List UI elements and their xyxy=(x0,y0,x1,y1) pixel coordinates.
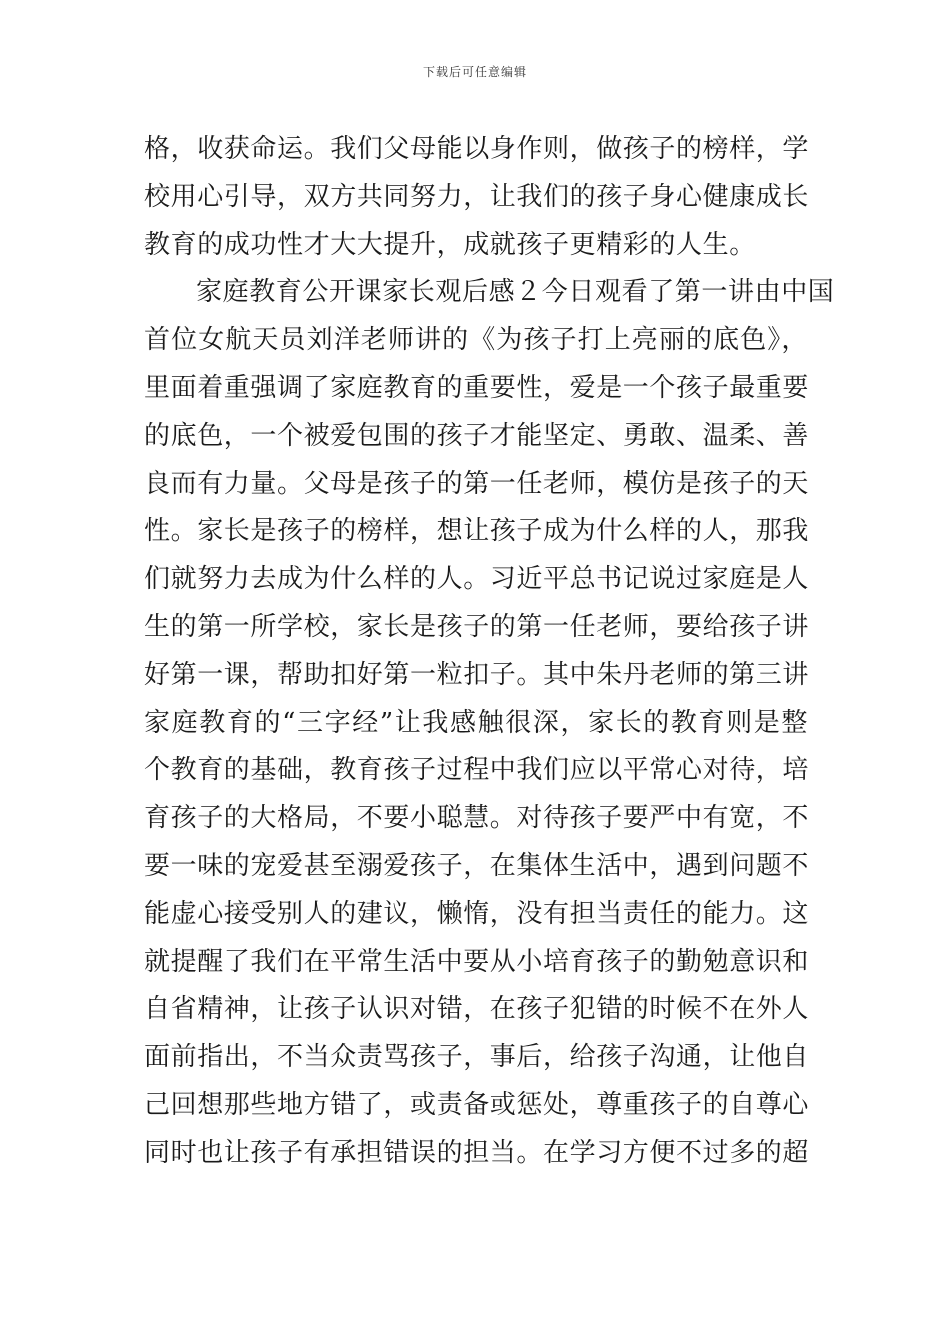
text-line: 们就努力去成为什么样的人。习近平总书记说过家庭是人 xyxy=(144,564,810,595)
text-line: 个教育的基础，教育孩子过程中我们应以平常心对待，培 xyxy=(144,755,810,786)
text-line: 良而有力量。父母是孩子的第一任老师，模仿是孩子的天 xyxy=(144,468,810,499)
text-line: 好第一课，帮助扣好第一粒扣子。其中朱丹老师的第三讲 xyxy=(144,659,810,690)
text-line: 同时也让孩子有承担错误的担当。在学习方便不过多的超 xyxy=(144,1137,810,1168)
text-line: 己回想那些地方错了，或责备或惩处，尊重孩子的自尊心 xyxy=(144,1089,810,1120)
text-line: 里面着重强调了家庭教育的重要性，爱是一个孩子最重要 xyxy=(144,372,810,403)
text-line: 面前指出，不当众责骂孩子，事后，给孩子沟通，让他自 xyxy=(144,1042,810,1073)
paragraph-start-line: 家庭教育公开课家长观后感２今日观看了第一讲由中国 xyxy=(196,277,835,308)
text-line: 校用心引导，双方共同努力，让我们的孩子身心健康成长 xyxy=(144,181,810,212)
text-line: 的底色，一个被爱包围的孩子才能坚定、勇敢、温柔、善 xyxy=(144,420,810,451)
text-line: 要一味的宠爱甚至溺爱孩子，在集体生活中，遇到问题不 xyxy=(144,850,810,881)
text-line: 格，收获命运。我们父母能以身作则，做孩子的榜样，学 xyxy=(144,134,810,164)
text-line: 能虚心接受别人的建议，懒惰，没有担当责任的能力。这 xyxy=(144,898,810,929)
document-body xyxy=(144,126,835,1178)
text-line: 性。家长是孩子的榜样，想让孩子成为什么样的人，那我 xyxy=(144,516,810,547)
text-line: 教育的成功性才大大提升，成就孩子更精彩的人生。 xyxy=(144,229,756,260)
text-line: 自省精神，让孩子认识对错，在孩子犯错的时候不在外人 xyxy=(144,994,810,1025)
page-header: 下载后可任意编辑 xyxy=(422,65,527,79)
text-line: 育孩子的大格局，不要小聪慧。对待孩子要严中有宽，不 xyxy=(144,803,810,834)
text-line: 家庭教育的“三字经”让我感触很深，家长的教育则是整 xyxy=(144,707,808,738)
text-line: 生的第一所学校，家长是孩子的第一任老师，要给孩子讲 xyxy=(144,611,810,642)
text-line: 就提醒了我们在平常生活中要从小培育孩子的勤勉意识和 xyxy=(144,946,810,977)
text-line: 首位女航天员刘洋老师讲的《为孩子打上亮丽的底色》， xyxy=(144,325,808,356)
